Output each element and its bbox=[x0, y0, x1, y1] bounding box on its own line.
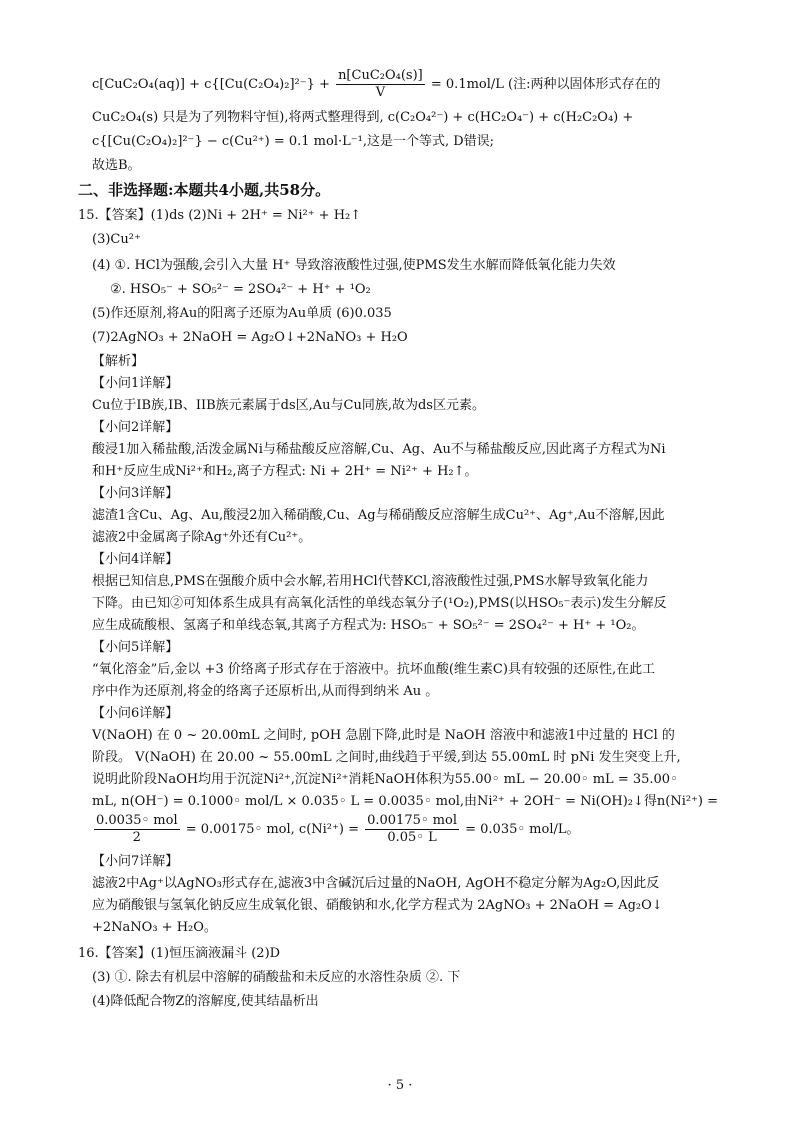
q15-answer-4b: ②. HSO₅⁻ + SO₅²⁻ = 2SO₄²⁻ + H⁺ + ¹O₂ bbox=[110, 282, 371, 297]
sub3-line-1: 滤渣1含Cu、Ag、Au,酸浸2加入稀硝酸,Cu、Ag与稀硝酸反应溶解生成Cu²⁺、Ag⁺,Au不溶解,因此 bbox=[92, 508, 665, 523]
sub7-line-1: 滤液2中Ag⁺以AgNO₃形式存在,滤液3中含碱沉后过量的NaOH, AgOH不稳定分解为Ag₂O,因此反 bbox=[92, 876, 660, 891]
sub6-fraction-2-numerator: 0.00175◦ mol bbox=[367, 813, 457, 828]
sub6-heading: 【小问6详解】 bbox=[92, 706, 179, 721]
sub2-line-1: 酸浸1加入稀盐酸,活泼金属Ni与稀盐酸反应溶解,Cu、Ag、Au不与稀盐酸反应,因此离子方程式为Ni bbox=[92, 442, 666, 457]
sub1-line-1: Cu位于IB族,IB、IIB族元素属于ds区,Au与Cu同族,故为ds区元素。 bbox=[92, 398, 485, 413]
sub3-line-2: 滤液2中金属离子除Ag⁺外还有Cu²⁺。 bbox=[92, 530, 312, 545]
sub3-heading: 【小问3详解】 bbox=[92, 486, 179, 501]
sub4-line-1: 根据已知信息,PMS在强酸介质中会水解,若用HCl代替KCl,溶液酸性过强,PMS水解导致氧化能力 bbox=[92, 574, 649, 589]
page-number: · 5 · bbox=[387, 1078, 413, 1093]
sub6-line-4: mL, n(OH⁻) = 0.1000◦ mol/L × 0.035◦ L = 0.0035◦ mol,由Ni²⁺ + 2OH⁻ = Ni(OH)₂↓得n(Ni²⁺) = bbox=[92, 794, 719, 809]
sub7-heading: 【小问7详解】 bbox=[92, 854, 179, 869]
sub4-line-3: 应生成硫酸根、氢离子和单线态氧,其离子方程式为: HSO₅⁻ + SO₅²⁻ = 2SO₄²⁻ + H⁺ + ¹O₂。 bbox=[92, 618, 645, 633]
sub6-line-5 bbox=[92, 812, 740, 852]
sub6-fraction-2 bbox=[365, 813, 459, 846]
sub6-fraction-2-denominator: 0.05◦ L bbox=[387, 830, 437, 845]
sub7-line-2: 应为硝酸银与氢氧化钠反应生成氧化银、硝酸钠和水,化学方程式为 2AgNO₃ + 2NaOH = Ag₂O↓ bbox=[92, 898, 663, 913]
top-l1-part-a: c[CuC₂O₄(aq)] + c{[Cu(C₂O₄)₂]²⁻} + bbox=[92, 77, 330, 92]
sub6-fraction-1 bbox=[94, 813, 180, 846]
q15-answer-3: (3)Cu²⁺ bbox=[92, 232, 141, 247]
sub4-heading: 【小问4详解】 bbox=[92, 552, 179, 567]
top-line-2: CuC₂O₄(s) 只是为了列物料守恒),将两式整理得到, c(C₂O₄²⁻) + c(HC₂O₄⁻) + c(H₂C₂O₄) + bbox=[92, 110, 634, 125]
top-fraction-numerator: n[CuC₂O₄(s)] bbox=[338, 68, 423, 83]
sub6-end-text: = 0.035◦ mol/L。 bbox=[465, 822, 580, 837]
q15-answer-5-6: (5)作还原剂,将Au的阳离子还原为Au单质 (6)0.035 bbox=[92, 306, 392, 321]
q16-answer-1-2: 16.【答案】(1)恒压滴液漏斗 (2)D bbox=[78, 946, 281, 961]
top-fraction bbox=[336, 68, 425, 101]
top-line-4: 故选B。 bbox=[92, 158, 141, 173]
q16-answer-4: (4)降低配合物Z的溶解度,使其结晶析出 bbox=[92, 994, 319, 1009]
sub6-mid-text: = 0.00175◦ mol, c(Ni²⁺) = bbox=[185, 822, 359, 837]
sub4-line-2: 下降。由已知②可知体系生成具有高氧化活性的单线态氧分子(¹O₂),PMS(以HSO₅⁻表示)发生分解反 bbox=[92, 596, 667, 611]
sub6-line-1: V(NaOH) 在 0 ~ 20.00mL 之间时, pOH 急剧下降,此时是 NaOH 溶液中和滤液1中过量的 HCl 的 bbox=[92, 728, 675, 743]
q16-answer-3: (3) ①. 除去有机层中溶解的硝酸盐和未反应的水溶性杂质 ②. 下 bbox=[92, 970, 461, 985]
sub6-line-3: 说明此阶段NaOH均用于沉淀Ni²⁺,沉淀Ni²⁺消耗NaOH体积为55.00◦ mL − 20.00◦ mL = 35.00◦ bbox=[92, 772, 678, 787]
top-line-3: c{[Cu(C₂O₄)₂]²⁻} − c(Cu²⁺) = 0.1 mol·L⁻¹,这是一个等式, D错误; bbox=[92, 134, 495, 149]
sub6-fraction-1-denominator: 2 bbox=[132, 830, 141, 845]
sub2-line-2: 和H⁺反应生成Ni²⁺和H₂,离子方程式: Ni + 2H⁺ = Ni²⁺ + H₂↑。 bbox=[92, 464, 478, 479]
top-l1-part-b: = 0.1mol/L (注:两种以固体形式存在的 bbox=[430, 77, 661, 92]
top-fraction-denominator: V bbox=[375, 85, 386, 100]
sub7-line-3: +2NaNO₃ + H₂O。 bbox=[92, 920, 217, 935]
top-line-1 bbox=[92, 68, 740, 108]
sub1-heading: 【小问1详解】 bbox=[92, 376, 179, 391]
q15-answer-4a: (4) ①. HCl为强酸,会引入大量 H⁺ 导致溶液酸性过强,使PMS发生水解而降低氧化能力失效 bbox=[92, 258, 616, 273]
sub5-line-1: “氧化溶金”后,金以 +3 价络离子形式存在于溶液中。抗坏血酸(维生素C)具有较强的还原性,在此工 bbox=[92, 662, 656, 677]
sub2-heading: 【小问2详解】 bbox=[92, 420, 179, 435]
sub5-heading: 【小问5详解】 bbox=[92, 640, 179, 655]
analysis-heading: 【解析】 bbox=[92, 354, 145, 369]
section-heading: 二、非选择题:本题共4小题,共58分。 bbox=[78, 181, 331, 199]
q15-answer-1-2: 15.【答案】(1)ds (2)Ni + 2H⁺ = Ni²⁺ + H₂↑ bbox=[78, 208, 362, 223]
q15-answer-7: (7)2AgNO₃ + 2NaOH = Ag₂O↓+2NaNO₃ + H₂O bbox=[92, 330, 408, 345]
sub6-fraction-1-numerator: 0.0035◦ mol bbox=[96, 813, 178, 828]
sub5-line-2: 序中作为还原剂,将金的络离子还原析出,从而得到纳米 Au 。 bbox=[92, 684, 439, 699]
sub6-line-2: 阶段。 V(NaOH) 在 20.00 ~ 55.00mL 之间时,曲线趋于平缓,到达 55.00mL 时 pNi 发生突变上升, bbox=[92, 750, 681, 765]
